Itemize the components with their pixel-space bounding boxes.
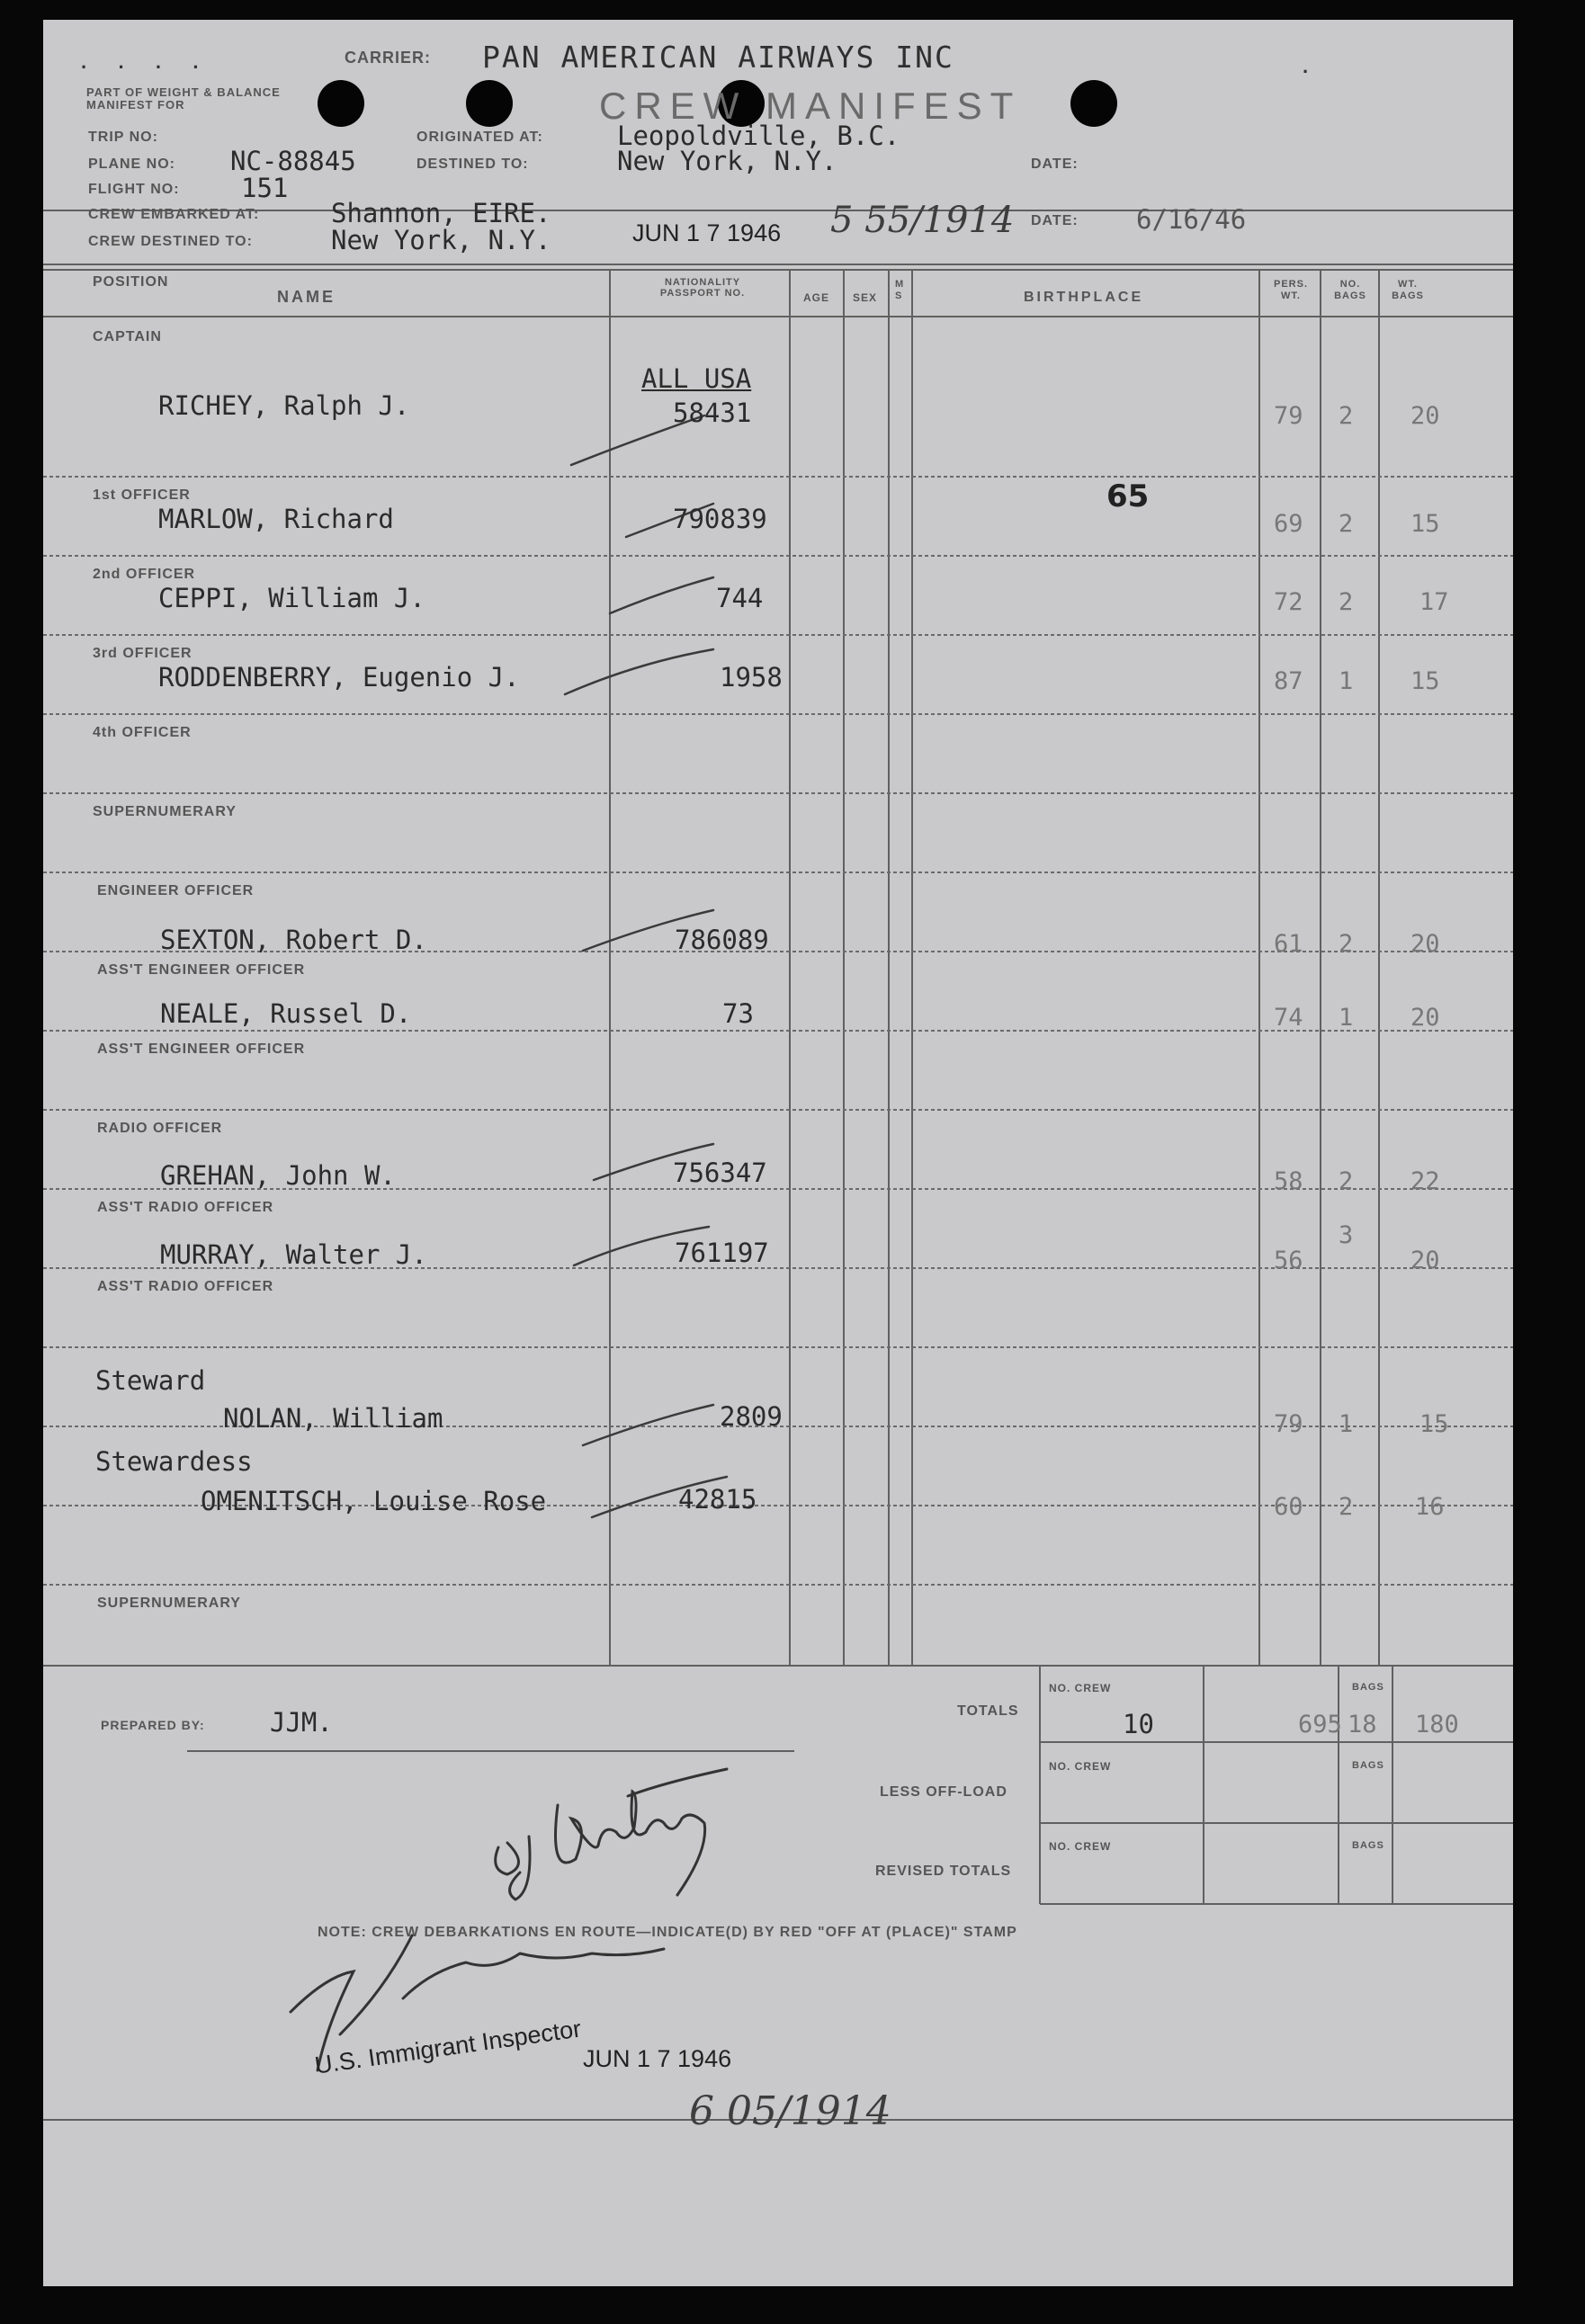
crew-name-asst-radio: MURRAY, Walter J.: [160, 1239, 427, 1270]
date-label-2: DATE:: [1031, 213, 1079, 228]
crew-passport-steward: 2809: [720, 1401, 783, 1432]
col-no-bags: [1328, 279, 1373, 302]
no-crew-label-3: NO. CREW: [1049, 1840, 1112, 1853]
stamped-number: 65: [1106, 478, 1150, 514]
col-ms: [895, 279, 904, 302]
pos-stewardess: Stewardess: [95, 1446, 253, 1477]
pos-asst-radio-2: ASS'T RADIO OFFICER: [97, 1279, 274, 1294]
manifest-note: [86, 86, 302, 112]
crew-wt-bags-2nd-officer: 17: [1419, 588, 1449, 616]
destined-to-label: DESTINED TO:: [416, 156, 529, 172]
pos-steward: Steward: [95, 1365, 206, 1396]
crew-wt-bags-radio-officer: 22: [1410, 1167, 1440, 1195]
crew-wt-bags-engineer-officer: 20: [1410, 930, 1440, 958]
crew-pers-wt-radio-officer: 58: [1274, 1167, 1303, 1195]
crew-passport-engineer-officer: 786089: [675, 925, 769, 955]
crew-passport-1st-officer: 790839: [673, 504, 767, 534]
crew-passport-stewardess: 42815: [678, 1484, 757, 1515]
flight-no-label: FLIGHT NO:: [88, 182, 180, 197]
inspector-stamp-date: JUN 1 7 1946: [583, 2045, 732, 2072]
crew-bags-1st-officer: 2: [1339, 510, 1354, 538]
crew-wt-bags-asst-engineer: 20: [1410, 1004, 1440, 1032]
manifest-title: CREW MANIFEST: [599, 85, 1022, 127]
col-age: AGE: [803, 291, 830, 304]
crew-bags-asst-engineer: 1: [1339, 1004, 1354, 1032]
crew-wt-bags-asst-radio: 20: [1410, 1247, 1440, 1274]
bags-label-3: BAGS: [1352, 1840, 1384, 1851]
pos-engineer-officer: ENGINEER OFFICER: [97, 883, 255, 898]
carrier-value: PAN AMERICAN AIRWAYS INC: [482, 40, 954, 75]
crew-pers-wt-asst-engineer: 74: [1274, 1004, 1303, 1032]
crew-bags-3rd-officer: 1: [1339, 667, 1354, 695]
col-birthplace: BIRTHPLACE: [1024, 290, 1144, 305]
crew-name-radio-officer: GREHAN, John W.: [160, 1160, 396, 1191]
revised-totals-label: REVISED TOTALS: [875, 1864, 1012, 1879]
col-no-bags-line2: BAGS: [1334, 290, 1366, 301]
pos-supernumerary-2: SUPERNUMERARY: [97, 1596, 241, 1611]
crew-pers-wt-asst-radio: 56: [1274, 1247, 1303, 1274]
handwritten-date-note: 5 55/1914: [830, 200, 1015, 241]
margin-dots: · · · ·: [81, 56, 212, 78]
originated-at-value: Leopoldville, B.C.: [617, 121, 900, 151]
crew-pers-wt-steward: 79: [1274, 1410, 1303, 1438]
col-pers-wt-line2: WT.: [1281, 290, 1301, 301]
crew-embarked-value: Shannon, EIRE.: [331, 198, 551, 228]
crew-bags-captain: 2: [1339, 402, 1354, 430]
crew-passport-captain: 58431: [673, 398, 752, 428]
col-sex: SEX: [853, 291, 878, 304]
crew-passport-radio-officer: 756347: [673, 1158, 767, 1188]
crew-wt-bags-1st-officer: 15: [1410, 510, 1440, 538]
crew-passport-3rd-officer: 1958: [720, 662, 783, 693]
margin-dots-right: ·: [1303, 60, 1311, 83]
crew-name-steward: NOLAN, William: [223, 1403, 443, 1434]
prepared-by-label: PREPARED BY:: [101, 1718, 205, 1732]
col-ms-line1: M: [895, 279, 905, 290]
date-label: DATE:: [1031, 156, 1079, 172]
debarkation-note: NOTE: CREW DEBARKATIONS EN ROUTE—INDICATE(D) BY RED "OFF AT (PLACE)" STAMP: [318, 1925, 1017, 1940]
pos-captain: CAPTAIN: [93, 329, 162, 344]
pos-4th-officer: 4th OFFICER: [93, 725, 192, 740]
crew-passport-asst-engineer: 73: [722, 998, 754, 1029]
crew-name-asst-engineer: NEALE, Russel D.: [160, 998, 412, 1029]
date-value: 6/16/46: [1136, 204, 1247, 235]
wt-bags-total: 180: [1415, 1711, 1459, 1739]
crew-wt-bags-stewardess: 16: [1415, 1493, 1445, 1521]
no-crew-label-2: NO. CREW: [1049, 1760, 1112, 1773]
crew-bags-2nd-officer: 2: [1339, 588, 1354, 616]
col-name: NAME: [277, 288, 336, 306]
crew-name-engineer-officer: SEXTON, Robert D.: [160, 925, 427, 955]
bags-total: 18: [1348, 1711, 1377, 1739]
no-crew-total: 10: [1123, 1709, 1154, 1739]
pos-asst-radio-1: ASS'T RADIO OFFICER: [97, 1200, 274, 1215]
totals-label: TOTALS: [957, 1703, 1019, 1719]
col-ms-line2: S: [895, 290, 903, 301]
crew-pers-wt-engineer-officer: 61: [1274, 930, 1303, 958]
less-offload-label: LESS OFF-LOAD: [880, 1784, 1007, 1800]
crew-name-1st-officer: MARLOW, Richard: [158, 504, 394, 534]
crew-name-stewardess: OMENITSCH, Louise Rose: [201, 1486, 547, 1516]
col-nationality-line2: PASSPORT NO.: [659, 288, 746, 299]
col-pers-wt: [1268, 279, 1313, 302]
carrier-label: CARRIER:: [345, 49, 431, 67]
plane-no-label: PLANE NO:: [88, 156, 175, 172]
handwritten-inspection-note: 6 05/1914: [689, 2088, 891, 2134]
crew-wt-bags-steward: 15: [1419, 1410, 1449, 1438]
manifest-note-line1: PART OF WEIGHT & BALANCE: [86, 85, 281, 99]
pos-3rd-officer: 3rd OFFICER: [93, 646, 193, 661]
crew-pers-wt-stewardess: 60: [1274, 1493, 1303, 1521]
inspector-title: U.S. Immigrant Inspector: [313, 2015, 583, 2079]
pos-radio-officer: RADIO OFFICER: [97, 1121, 223, 1136]
crew-manifest-sheet: [43, 20, 1513, 2286]
col-wt-bags-line2: BAGS: [1392, 290, 1424, 301]
crew-bags-steward: 1: [1339, 1410, 1354, 1438]
col-nationality: [626, 277, 779, 299]
crew-name-3rd-officer: RODDENBERRY, Eugenio J.: [158, 662, 520, 693]
col-wt-bags: [1385, 279, 1430, 302]
crew-pers-wt-3rd-officer: 87: [1274, 667, 1303, 695]
plane-no-value: NC-88845: [230, 146, 356, 176]
crew-bags-engineer-officer: 2: [1339, 930, 1354, 958]
bags-label-2: BAGS: [1352, 1760, 1384, 1771]
col-wt-bags-line1: WT.: [1398, 279, 1418, 290]
pos-supernumerary-1: SUPERNUMERARY: [93, 804, 237, 819]
crew-wt-bags-captain: 20: [1410, 402, 1440, 430]
crew-passport-2nd-officer: 744: [716, 583, 764, 613]
crew-pers-wt-2nd-officer: 72: [1274, 588, 1303, 616]
pers-wt-total: 695: [1298, 1711, 1342, 1739]
date-stamp: JUN 1 7 1946: [632, 219, 782, 246]
crew-name-captain: RICHEY, Ralph J.: [158, 390, 410, 421]
col-nationality-line1: NATIONALITY: [664, 277, 741, 288]
crew-bags-stewardess: 2: [1339, 1493, 1354, 1521]
crew-pers-wt-1st-officer: 69: [1274, 510, 1303, 538]
prepared-by-value: JJM.: [270, 1707, 333, 1738]
crew-wt-bags-3rd-officer: 15: [1410, 667, 1440, 695]
form-grid: [43, 20, 1513, 2286]
crew-destined-label: CREW DESTINED TO:: [88, 234, 253, 249]
crew-bags-asst-radio: 3: [1339, 1221, 1354, 1249]
bags-label: BAGS: [1352, 1682, 1384, 1693]
no-crew-label: NO. CREW: [1049, 1682, 1112, 1694]
pos-asst-engineer-2: ASS'T ENGINEER OFFICER: [97, 1041, 306, 1057]
crew-destined-value: New York, N.Y.: [331, 225, 551, 255]
destined-to-value: New York, N.Y.: [617, 146, 837, 176]
pos-2nd-officer: 2nd OFFICER: [93, 567, 196, 582]
crew-bags-radio-officer: 2: [1339, 1167, 1354, 1195]
col-position: POSITION: [93, 274, 169, 290]
originated-at-label: ORIGINATED AT:: [416, 130, 543, 145]
crew-pers-wt-captain: 79: [1274, 402, 1303, 430]
flight-no-value: 151: [241, 173, 289, 203]
pos-asst-engineer-1: ASS'T ENGINEER OFFICER: [97, 962, 306, 978]
col-no-bags-line1: NO.: [1339, 279, 1361, 290]
crew-embarked-label: CREW EMBARKED AT:: [88, 207, 260, 222]
pos-1st-officer: 1st OFFICER: [93, 487, 191, 503]
crew-name-2nd-officer: CEPPI, William J.: [158, 583, 425, 613]
trip-no-label: TRIP NO:: [88, 130, 158, 145]
manifest-note-line2: MANIFEST FOR: [86, 98, 185, 112]
col-pers-wt-line1: PERS.: [1273, 279, 1308, 290]
crew-passport-asst-radio: 761197: [675, 1238, 769, 1268]
nationality-note: ALL USA: [641, 363, 752, 394]
